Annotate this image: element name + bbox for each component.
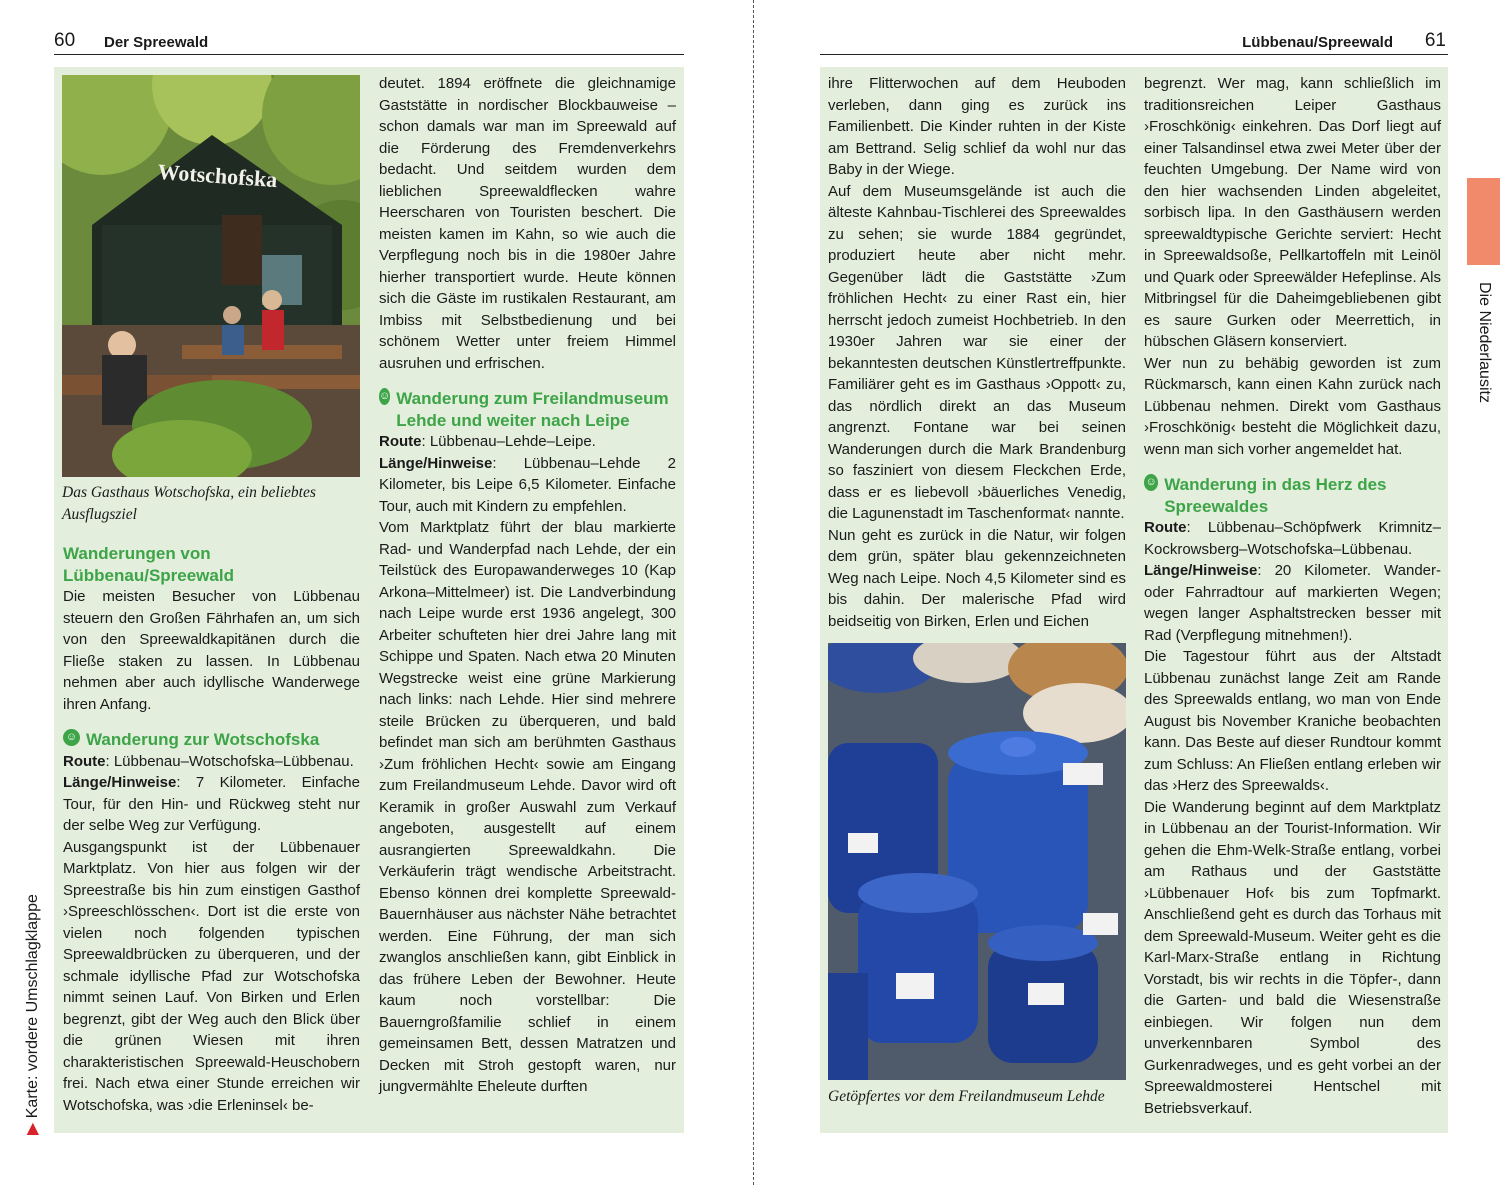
triangle-marker-icon: ▶ bbox=[24, 1122, 41, 1135]
hike3-heading bbox=[1144, 474, 1441, 517]
hike2-route-text: : Lübbenau–Lehde–Leipe. bbox=[421, 433, 596, 450]
col3-text: ihre Flitterwochen auf dem Heuboden verleben, dann ging es zurück ins Familienbett. Die Kinder ruhten in der Kiste am Bettrand. Selig schlief da wohl nur das Baby in der Wiege. bbox=[828, 75, 1126, 178]
hiking-symbol-icon: ☺ bbox=[1144, 474, 1158, 491]
left-column-2 bbox=[379, 73, 676, 1098]
wotschofska-illustration bbox=[62, 75, 360, 477]
section-text: Die meisten Besucher von Lübbenau steuern den Großen Fährhafen an, um sich von den Spreewaldkapitänen durch die Fließe staken zu lassen. In Lübbenau nehmen aber auch idyllische Wanderwege ihren Anfang. bbox=[63, 588, 360, 713]
col3-text-2: Auf dem Museumsgelände ist auch die älteste Kahnbau-Tischlerei des Spreewaldes zu sehen; sie wurde 1884 gegründet, produziert heute aber nicht mehr. Gegenüber lädt die Gaststätte ›Zum fröhlichen Hecht‹ zu einer Rast ein, hier herrscht jedoch zumeist Hochbetrieb. In den 1930er Jahren war sie einer der bekanntesten deutschen Künstlertreffpunkte. Familiärer geht es im Gasthaus ›Oppott‹ zu, das nördlich direkt an das Museum angrenzt. Fontane war bei seinen Wanderungen durch die Mark Brandenburg so fasziniert von diesem Fleckchen Erde, dass er es liebevoll ›bäuerliches Venedig, die Lagunenstadt im Taschenformat‹ nannte. bbox=[828, 182, 1126, 522]
running-title-right: Lübbenau/Spreewald bbox=[1242, 34, 1393, 51]
hike1-route-text: : Lübbenau–Wotschofska–Lübbenau. bbox=[105, 752, 354, 770]
hike1-length-text: : 7 Kilometer. Einfache Tour, für den Hin- und Rückweg steht nur der selbe Weg zur Verfügung. bbox=[63, 774, 360, 834]
hike2-length-label: Länge/Hinweise bbox=[379, 454, 493, 472]
pottery-illustration bbox=[828, 643, 1126, 1080]
col3-text-3: Nun geht es zurück in die Natur, wir folgen dem grün, später blau gekennzeichneten Weg nach Leipe. Noch 4,5 Kilometer sind es bis dahin. Der malerische Pfad wird beidseitig von Birken, Erlen und Eichen bbox=[828, 526, 1126, 630]
col4-text: begrenzt. Wer mag, kann schließlich im traditionsreichen Leiper Gasthaus ›Froschkönig‹ einkehren. Das Dorf liegt auf einer Talsandinsel etwa zwei Meter über der feuchten Umgebung. Der Name wird von den hier wachsenden Linden abgeleitet, sorbisch lipa. In den Gasthäusern werden spreewaldtypische Gerichte serviert: Hecht in Spreewaldsoße, Pellkartoffeln mit Leinöl und Quark oder Spreewälder Hefeplinse. Als Mitbringsel für die Daheimgebliebenen gibt es saure Gurken oder Meerrettich, in hübschen Gläsern konserviert. bbox=[1144, 75, 1441, 350]
hike1-title: Wanderung zur Wotschofska bbox=[86, 730, 320, 749]
photo-sign-text: Wotschofska bbox=[156, 158, 279, 193]
right-column-3 bbox=[828, 73, 1126, 632]
hike2-route bbox=[379, 431, 676, 453]
left-column-1 bbox=[63, 543, 360, 1116]
map-reference-label bbox=[22, 894, 42, 1135]
hike3-route-text: : Lübbenau–Schöpfwerk Krimnitz–Kockrowsberg–Wotschofska–Lübbenau. bbox=[1144, 519, 1441, 558]
hike1-length-label: Länge/Hinweise bbox=[63, 774, 177, 791]
hike1-body: Ausgangspunkt ist der Lübbenauer Marktplatz. Von hier aus folgen wir der Spreestraße bis hin zum einstigen Gasthof ›Spreeschlösschen‹. Dort ist die erste von vielen noch folgenden typischen Spreewaldbrücken zu überqueren, und der schmale idyllische Pfad zur Wotschofska nimmt seinen Lauf. Von Birken und Erlen begrenzt, gibt der Weg auch den Blick über die grünen Wiesen mit ihren charakteristischen Spreewald-Heuschobern frei. Nach etwa einer Stunde erreichen wir Wotschofska, was ›die Erleninsel‹ be- bbox=[63, 838, 360, 1114]
photo-caption-right: Getöpfertes vor dem Freilandmuseum Lehde bbox=[828, 1088, 1105, 1105]
col2-top-text: deutet. 1894 eröffnete die gleichnamige Gaststätte in nordischer Blockbauweise – schon damals war man im Spreewald auf die Förderung des Fremdenverkehrs bedacht. Und seitdem wurden dem lieblichen Spreewaldflecken wahre Heerscharen von Touristen beschert. Die meisten kamen im Kahn, so wie auch die Verpflegung noch bis in die 1980er Jahre hierher transportiert wurde. Heute können sich die Gäste im rustikalen Restaurant, am Imbiss mit Selbstbedienung und bei schönem Wetter unter freiem Himmel ausruhen und erfrischen. bbox=[379, 75, 676, 372]
photo-pottery bbox=[828, 643, 1126, 1080]
hike1-route-label: Route bbox=[63, 752, 106, 770]
hike3-route-label: Route bbox=[1144, 519, 1187, 536]
hike3-route bbox=[1144, 517, 1441, 560]
hike2-body: Vom Marktplatz führt der blau markierte Rad- und Wanderpfad nach Lehde, der ein Teilstück des Europawanderweges 10 (Kap Arkona–Mittelmeer) ist. Die Landverbindung nach Leipe wurde erst 1936 angelegt, 300 Arbeiter schufteten hier drei Jahre lang mit Schippe und Spaten. Nach etwa 20 Minuten Wegstrecke weist eine grüne Markierung nach links: nach Lehde. Hier sind mehrere steile Brücken zu überqueren, und bald befindet man sich am berühmten Gasthaus ›Zum fröhlichen Hecht‹ sowie am Eingang zum Freilandmuseum Lehde. Davor wird oft Keramik in großer Auswahl zum Verkauf angeboten, ausgestellt auf einem ausrangierten Spreewaldkahn. Die Verkäuferin trägt wendische Arbeitstracht. Ebenso können drei komplette Spreewald-Bauernhäuser aus nächster Nähe betrachtet werden. Eine Führung, der man sich zwanglos anschließen kann, gibt Einblick in das frühere Leben der Bewohner. Heute kaum noch vorstellbar: Die Bauerngroßfamilie schlief in einem gemeinsamen Bett, dessen Matratzen und Decken mit Stroh gestopft waren, nur jungvermählte Eheleute durften bbox=[379, 519, 676, 1095]
section-title: Wanderungen von Lübbenau/Spreewald bbox=[63, 544, 234, 585]
hike2-title: Wanderung zum Freilandmuseum Lehde und weiter nach Leipe bbox=[396, 389, 669, 430]
right-page-header bbox=[820, 28, 1448, 55]
photo-wotschofska bbox=[62, 75, 360, 477]
hike2-length-text: : Lübbenau–Lehde 2 Kilometer, bis Leipe 6,5 Kilometer. Einfache Tour, auch mit Kindern zu empfehlen. bbox=[379, 454, 676, 515]
hike3-body: Die Tagestour führt aus der Altstadt Lübbenau zunächst lange Zeit am Rande des Spreewalds entlang, wo man von Ende August bis November Kraniche beobachten kann. Das Beste auf dieser Rundtour kommt zum Schluss: An Fließen entlang erleben wir das ›Herz des Spreewalds‹. bbox=[1144, 648, 1441, 794]
left-page-header bbox=[54, 28, 684, 55]
hike2-heading bbox=[379, 388, 676, 431]
hike1-length bbox=[63, 772, 360, 837]
map-reference-text: Karte: vordere Umschlagklappe bbox=[24, 894, 41, 1119]
hike3-length-text: : 20 Kilometer. Wander- oder Fahrradtour auf markierten Wegen; wegen langer Asphaltstrecken besser mit Rad (Verpflegung mitnehmen!). bbox=[1144, 562, 1441, 644]
hiking-symbol-icon: ☺ bbox=[379, 388, 390, 405]
photo-caption-left: Das Gasthaus Wotschofska, ein beliebtes Ausflugsziel bbox=[62, 484, 316, 523]
running-title-left: Der Spreewald bbox=[104, 34, 209, 51]
chapter-side-label: Die Niederlausitz bbox=[1476, 282, 1493, 403]
hike1-heading bbox=[63, 729, 360, 751]
hike1-route bbox=[63, 751, 360, 773]
hike3-length bbox=[1144, 560, 1441, 646]
hike3-length-label: Länge/Hinweise bbox=[1144, 562, 1258, 579]
right-column-4 bbox=[1144, 73, 1441, 1119]
page-fold-line bbox=[753, 0, 754, 1185]
page-number-left: 60 bbox=[54, 30, 76, 51]
hiking-symbol-icon: ☺ bbox=[63, 729, 80, 746]
hike2-route-label: Route bbox=[379, 433, 422, 450]
col4-text-2: Wer nun zu behäbig geworden ist zum Rückmarsch, kann einen Kahn zurück nach Lübbenau nehmen. Direkt vom Gasthaus ›Froschkönig‹ besteht die Möglichkeit dazu, wenn man sich vorher angemeldet hat. bbox=[1144, 354, 1441, 458]
chapter-thumb-tab bbox=[1467, 178, 1500, 265]
hike3-title: Wanderung in das Herz des Spreewaldes bbox=[1164, 475, 1387, 516]
hike3-body-2: Die Wanderung beginnt auf dem Marktplatz in Lübbenau an der Tourist-Information. Wir gehen die Ehm-Welk-Straße entlang, vorbei am Rathaus und der Gaststätte ›Lübbenauer Hof‹ bis zum Topfmarkt. Anschließend geht es durch das Torhaus mit dem Spreewald-Museum. Weiter geht es die Karl-Marx-Straße entlang in Richtung Vorstadt, bis wir rechts in die Töpfer-, dann die Garten- und bald die Wiesenstraße einbiegen. Wir folgen nun dem unverkennbaren Symbol des Gurkenradweges, und es geht vorbei an der Spreewaldmosterei Hentschel mit Betriebsverkauf. bbox=[1144, 798, 1441, 1117]
page-number-right: 61 bbox=[1424, 30, 1446, 51]
hike2-length bbox=[379, 453, 676, 518]
